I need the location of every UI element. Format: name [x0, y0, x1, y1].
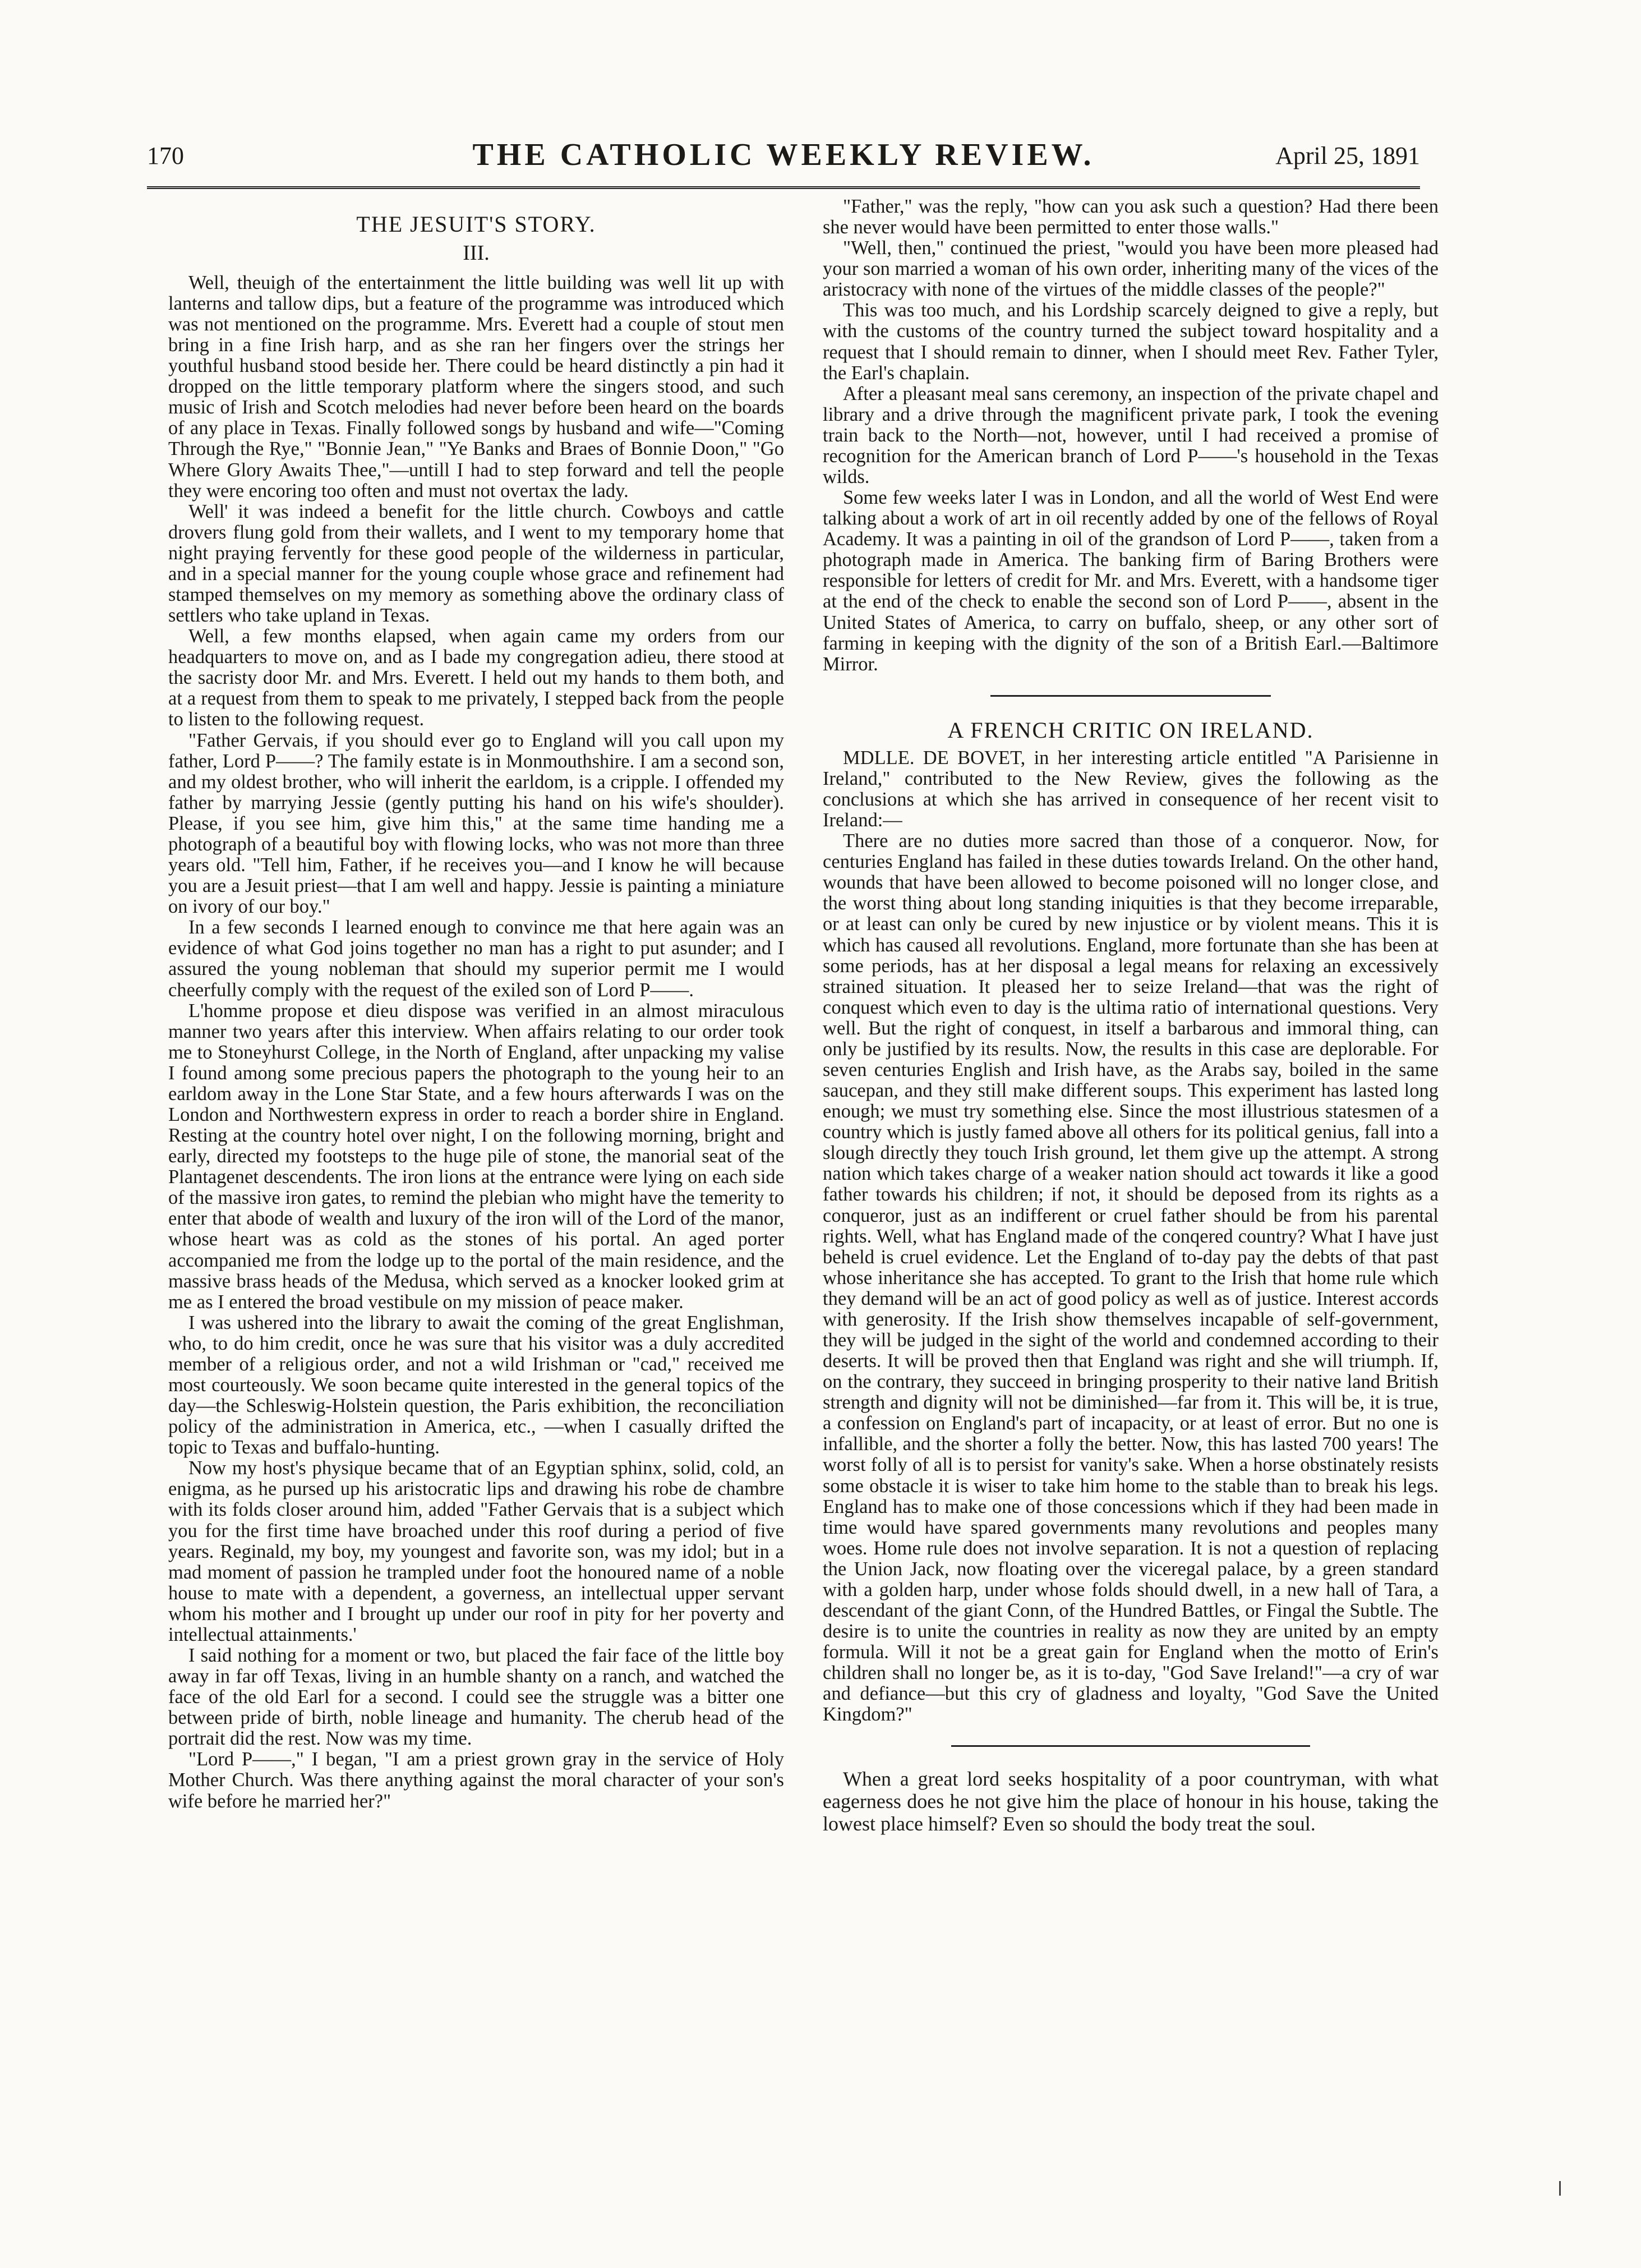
article-separator — [990, 695, 1271, 697]
story-paragraph: "Lord P——," I began, "I am a priest grown gray in the service of Holy Mother Church. Was there anything against the moral character of your son's wife before he married her?" — [168, 1749, 784, 1812]
article-separator — [951, 1745, 1310, 1747]
closing-note: When a great lord seeks hospitality of a poor countryman, with what eagerness does he not give him the place of honour in his house, taking the lowest place himself? Even so should the body treat the soul. — [823, 1768, 1439, 1835]
story-paragraph: I was ushered into the library to await the coming of the great Englishman, who, to do him credit, once he was sure that his visitor was a duly accredited member of a religious order, and not a wild Irishman or "cad," received me most courteously. We soon became quite interested in the general topics of the day—the Schleswig-Holstein question, the Paris exhibition, the reconciliation policy of the administration in America, etc., —when I casually drifted the topic to Texas and buffalo-hunting. — [168, 1312, 784, 1459]
page-header — [147, 137, 1420, 187]
article-title-jesuit-story: THE JESUIT'S STORY. — [356, 211, 596, 237]
story-paragraph: I said nothing for a moment or two, but placed the fair face of the little boy away in far off Texas, living in an humble shanty on a ranch, and watched the face of the old Earl for a second. I could see the struggle was a bitter one between pride of birth, noble lineage and humanity. The cherub head of the portrait did the rest. Now was my time. — [168, 1645, 784, 1750]
story-paragraph: Now my host's physique became that of an Egyptian sphinx, solid, cold, an enigma, as he pursed up his aristocratic lips and drawing his robe de chambre with its folds closer around him, added "Father Gervais that is a subject which you for the first time have broached under this roof during a period of five years. Reginald, my boy, my youngest and favorite son, was my idol; but in a mad moment of passion he trampled under foot the honoured name of a noble house to mate with a dependent, a governess, an intellectual upper servant whom his mother and I brought up under our roof in pity for her poverty and intellectual attainments.' — [168, 1457, 784, 1645]
story-paragraph: Well, theuigh of the entertainment the little building was well lit up with lanterns and tallow dips, but a feature of the programme was introduced which was not mentioned on the programme. Mrs. Everett had a couple of stout men bring in a fine Irish harp, and as she ran her fingers over the strings her youthful husband stood beside her. There could be heard distinctly a pin had it dropped on the little temporary platform where the singers stood, and such music of Irish and Scotch melodies had never before been heard on the boards of any place in Texas. Finally followed songs by husband and wife—"Coming Through the Rye," "Bonnie Jean," "Ye Banks and Braes of Bonnie Doon," "Go Where Glory Awaits Thee,"—untill I had to step forward and tell the people they were encoring too often and must not overtax the lady. — [168, 272, 784, 502]
header-rule — [147, 186, 1420, 189]
article-title-french-critic: A FRENCH CRITIC ON IRELAND. — [947, 717, 1314, 743]
story-paragraph: L'homme propose et dieu dispose was verified in an almost miraculous manner two years after this interview. When affairs relating to our order took me to Stoneyhurst College, in the North of England, after unpacking my valise I found among some precious papers the photograph to the young heir to an earldom away in the Lone Star State, and a few hours afterwards I was on the London and Northwestern express in order to reach a border shire in England. Resting at the country hotel over night, I on the following morning, bright and early, directed my footsteps to the huge pile of stone, the manorial seat of the Plantagenet descendents. The iron lions at the entrance were lying on each side of the massive iron gates, to remind the plebian who might have the temerity to enter that abode of wealth and luxury of the iron will of the Lord of the manor, whose heart was as cold as the stones of his portal. An aged porter accompanied me from the lodge up to the portal of the main residence, and the massive brass heads of the Medusa, which served as a knocker looked grim at me as I entered the broad vestibule on my mission of peace maker. — [168, 1000, 784, 1313]
story-paragraph: "Father Gervais, if you should ever go to England will you call upon my father, Lord P——? The family estate is in Monmouthshire. I am a second son, and my oldest brother, who will inherit the earldom, is a cripple. I offended my father by marrying Jessie (gently putting his hand on his wife's shoulder). Please, if you see him, give him this," at the same time handing me a photograph of a beautiful boy with flowing locks, who was not more than three years old. "Tell him, Father, if he receives you—and I know he will because you are a Jesuit priest—that I am well and happy. Jessie is painting a miniature on ivory of our boy." — [168, 729, 784, 918]
right-column — [823, 196, 1439, 1835]
story-paragraph: "Well, then," continued the priest, "would you have been more pleased had your son married a woman of his own order, inheriting many of the vices of the aristocracy with none of the virtues of the middle classes of the people?" — [823, 237, 1439, 301]
critic-paragraph: There are no duties more sacred than those of a conqueror. Now, for centuries England has failed in these duties towards Ireland. On the other hand, wounds that have been allowed to become poisoned will no longer close, and the worst thing about long standing iniquities is that they become irreparable, or at least can only be cured by new injustice or by violent means. This it is which has caused all revolutions. England, more fortunate than she has been at some periods, has at her disposal a legal means for relaxing an excessively strained situation. It pleased her to seize Ireland—that was the right of conquest which even to day is the ultima ratio of international questions. Very well. But the right of conquest, in itself a barbarous and immoral thing, can only be justified by its results. Now, the results in this case are deplorable. For seven centuries English and Irish have, as the Arabs say, boiled in the same saucepan, and they still make different soups. This experiment has lasted long enough; we must try something else. Since the most illustrious statesmen of a country which is justly famed above all others for its political genius, fall into a slough directly they touch Irish ground, let them give up the attempt. A strong nation which takes charge of a weaker nation should act towards it like a good father towards his children; if not, it should be deposed from its rights as a conqueror, just as an indifferent or cruel father should be from his parental rights. Well, what has England made of the conqered country? What I have just beheld is cruel evidence. Let the England of to-day pay the debts of that past whose inheritance she has accepted. To grant to the Irish that home rule which they demand will be an act of good policy as well as of justice. Interest accords with generosity. If the Irish show themselves incapable of self-government, they will be judged in the sight of the world and condemned according to their deserts. It will be proved then that England was right and she will triumph. If, on the contrary, they succeed in bringing prosperity to their native land British strength and dignity will not be diminished—far from it. This will be, it is true, a confession on England's part of incapacity, or at least of error. But no one is infallible, and the shorter a folly the better. Now, this has lasted 700 years! The worst folly of all is to persist for vanity's sake. When a horse obstinately resists some obstacle it is wiser to take him home to the stable than to break his legs. England has to make one of those concessions which if they had been made in time would have spared governments many revolutions and peoples many woes. Home rule does not involve separation. It is not a question of replacing the Union Jack, now floating over the viceregal palace, by a green standard with a golden harp, under whose folds should dwell, in a new hall of Tara, a descendant of the giant Conn, of the Hundred Battles, or Fingal the Subtle. The desire is to unite the countries in reality as now they are united by an empty formula. Will it not be a great gain for England when the motto of Erin's children shall no longer be, as it is to-day, "God Save Ireland!"—a cry of war and defiance—but this cry of gladness and loyalty, "God Save the United Kingdom?" — [823, 830, 1439, 1726]
story-paragraph: Well, a few months elapsed, when again came my orders from our headquarters to move on, and as I bade my congregation adieu, there stood at the sacristy door Mr. and Mrs. Everett. I held out my hands to them both, and at a request from them to speak to me privately, I stepped back from the people to listen to the following request. — [168, 625, 784, 730]
story-paragraph: Some few weeks later I was in London, and all the world of West End were talking about a work of art in oil recently added by one of the fellows of Royal Academy. It was a painting in oil of the grandson of Lord P——, taken from a photograph made in America. The banking firm of Baring Brothers were responsible for letters of credit for Mr. and Mrs. Everett, with a handsome tiger at the end of the check to enable the second son of Lord P——, absent in the United States of America, to carry on buffalo, sheep, or any other sort of farming in keeping with the dignity of the son of a British Earl.—Baltimore Mirror. — [823, 487, 1439, 675]
story-paragraph: In a few seconds I learned enough to convince me that here again was an evidence of what God joins together no man has a right to put asunder; and I assured the young nobleman that should my superior permit me I would cheerfully comply with the request of the exiled son of Lord P——. — [168, 917, 784, 1001]
publication-title: THE CATHOLIC WEEKLY REVIEW. — [472, 137, 1095, 172]
story-paragraph: After a pleasant meal sans ceremony, an inspection of the private chapel and library and a drive through the magnificent private park, I took the evening train back to the North—not, however, until I had received a promise of recognition for the American branch of Lord P——'s household in the Texas wilds. — [823, 383, 1439, 488]
margin-mark — [1559, 2181, 1561, 2196]
story-paragraph: Well' it was indeed a benefit for the little church. Cowboys and cattle drovers flung gold from their wallets, and I went to my temporary home that night praying fervently for these good people of the wilderness in particular, and in a special manner for the young couple whose grace and refinement had stamped themselves on my memory as something above the ordinary class of settlers who take upland in Texas. — [168, 500, 784, 627]
issue-date: April 25, 1891 — [1275, 142, 1420, 169]
critic-paragraph: MDLLE. DE BOVET, in her interesting article entitled "A Parisienne in Ireland," contributed to the New Review, gives the following as the conclusions at which she has arrived in consequence of her recent visit to Ireland:— — [823, 747, 1439, 831]
page-number: 170 — [147, 142, 184, 169]
section-number: III. — [463, 241, 490, 265]
story-paragraph: This was too much, and his Lordship scarcely deigned to give a reply, but with the customs of the country turned the subject toward hospitality and a request that I should remain to dinner, when I should meet Rev. Father Tyler, the Earl's chaplain. — [823, 300, 1439, 384]
left-column — [168, 196, 784, 1812]
story-paragraph: "Father," was the reply, "how can you ask such a question? Had there been she never would have been permitted to enter those walls." — [823, 196, 1439, 238]
